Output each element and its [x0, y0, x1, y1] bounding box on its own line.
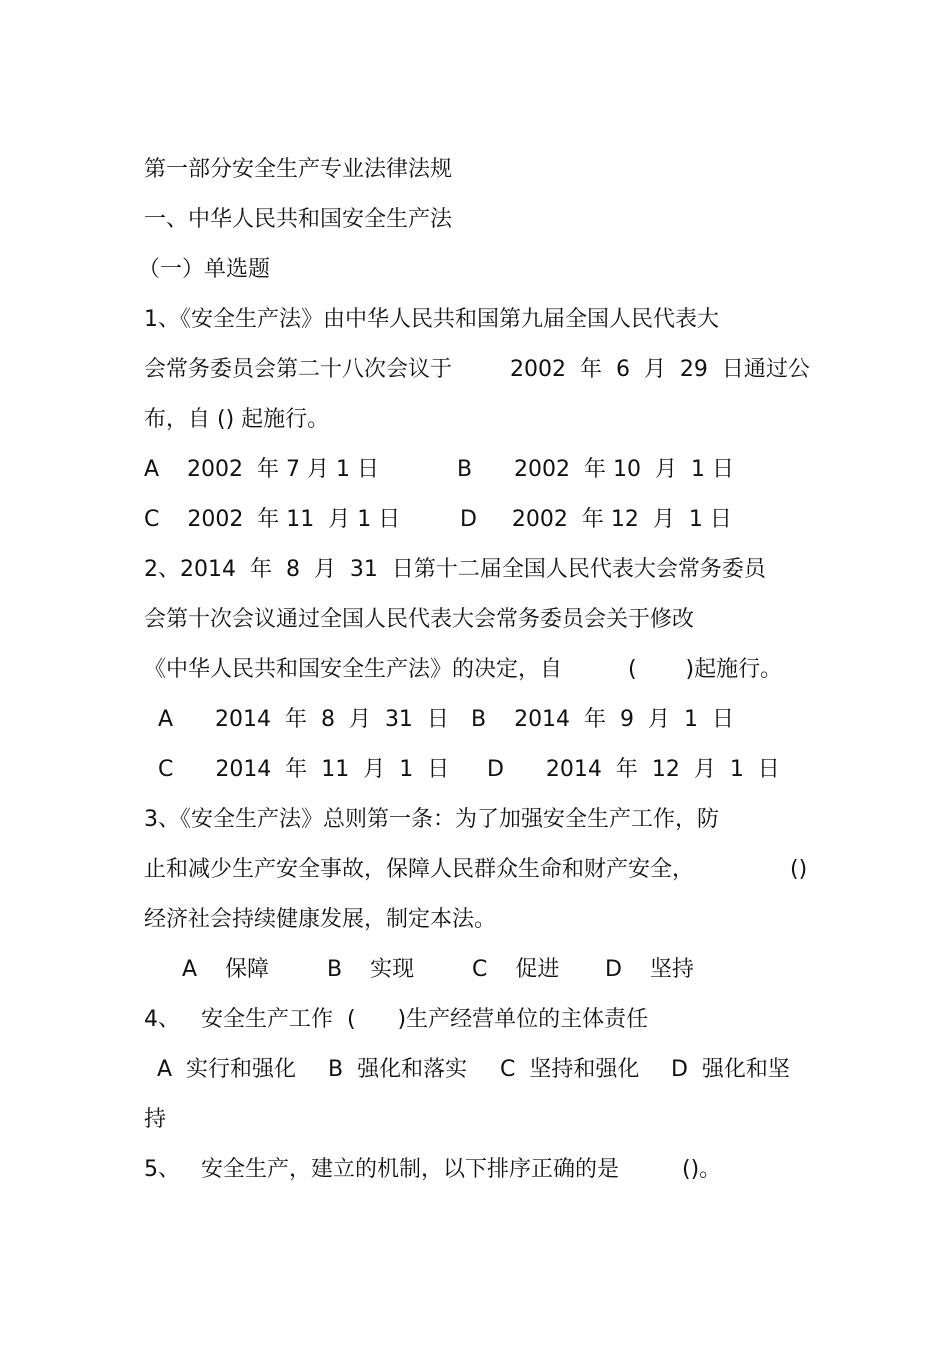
q4-stem-line1: 4、 安全生产工作 ( )生产经营单位的主体责任 — [144, 1007, 649, 1032]
q2-option-a: A 2014 年 8 月 31 日 — [158, 707, 449, 732]
q5-stem-line1: 5、 安全生产，建立的机制，以下排序正确的是 — [144, 1157, 619, 1182]
q1-stem-line3: 布，自 () 起施行。 — [144, 407, 330, 432]
q3-stem-line3: 经济社会持续健康发展，制定本法。 — [144, 907, 497, 932]
q2-stem-line3: 《中华人民共和国安全生产法》的决定，自 — [144, 657, 563, 682]
q5-stem-blank: ()。 — [682, 1157, 722, 1182]
q3-stem-line1: 3、《安全生产法》总则第一条：为了加强安全生产工作，防 — [144, 807, 719, 832]
q1-option-d: D 2002 年 12 月 1 日 — [460, 507, 732, 532]
q1-option-c: C 2002 年 11 月 1 日 — [144, 507, 401, 532]
section-heading: （一）单选题 — [138, 257, 271, 282]
q4-option-d: D 强化和坚 — [671, 1057, 790, 1082]
q2-stem-blank: ( )起施行。 — [628, 657, 783, 682]
q2-stem-line2: 会第十次会议通过全国人民代表大会常务委员会关于修改 — [144, 607, 695, 632]
q1-stem-line1: 1、《安全生产法》由中华人民共和国第九届全国人民代表大 — [144, 307, 719, 332]
q2-stem-line1: 2、2014 年 8 月 31 日第十二届全国人民代表大会常务委员 — [144, 557, 766, 582]
q3-stem-blank: () — [790, 857, 808, 882]
q1-stem-line2: 会常务委员会第二十八次会议于 — [144, 357, 453, 382]
q3-option-d: D 坚持 — [605, 957, 694, 982]
law-title: 一、中华人民共和国安全生产法 — [144, 207, 453, 232]
q3-option-b: B 实现 — [327, 957, 415, 982]
q3-option-c: C 促进 — [472, 957, 560, 982]
part-title: 第一部分安全生产专业法律法规 — [144, 157, 453, 182]
q1-stem-date: 2002 年 6 月 29 日通过公 — [510, 357, 810, 382]
q1-option-b: B 2002 年 10 月 1 日 — [457, 457, 734, 482]
q4-option-b: B 强化和落实 — [328, 1057, 468, 1082]
q3-option-a: A 保障 — [182, 957, 270, 982]
q2-option-c: C 2014 年 11 月 1 日 — [158, 757, 450, 782]
q2-option-b: B 2014 年 9 月 1 日 — [471, 707, 734, 732]
q3-stem-line2: 止和减少生产安全事故，保障人民群众生命和财产安全， — [144, 857, 695, 882]
q2-option-d: D 2014 年 12 月 1 日 — [487, 757, 780, 782]
q4-option-d-wrap: 持 — [144, 1107, 167, 1132]
q4-option-c: C 坚持和强化 — [500, 1057, 640, 1082]
q1-option-a: A 2002 年 7 月 1 日 — [144, 457, 379, 482]
q4-option-a: A 实行和强化 — [157, 1057, 297, 1082]
